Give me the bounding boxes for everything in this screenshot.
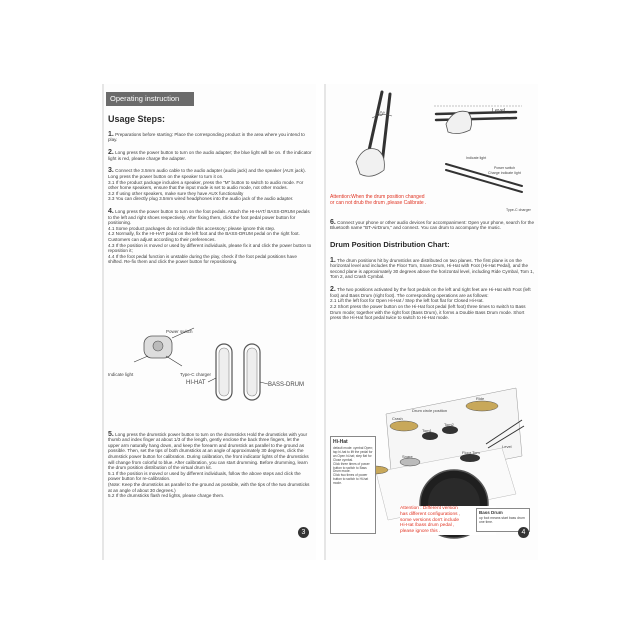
step-6 — [330, 214, 534, 238]
list-item: 1. The drum positions hit by drumsticks are distributed on two planes. The first plane is on the horizontal level and includes the Floor Tom, Snare Drum, Hi-Hat with Foot (Hi-Hat Pedal), and the second plane is approximately 30 degrees above the horizontal level, including Ride Cymbal, Tom 1, Tom 2, and Crash Cymbal. — [330, 256, 534, 280]
floor-tom-label: Floor Tom — [462, 450, 480, 455]
step-item: 2. Long press the power button to turn on the audio adapter; the blue light will be on. If the indicator light is red, please charge the adapter. — [108, 148, 312, 161]
tom1-label: Tom1 — [422, 428, 432, 433]
crash-label: Crash — [392, 416, 403, 421]
typec-label: Type-C charger — [506, 208, 531, 212]
tom2-label: Tom2 — [444, 422, 454, 427]
level-label: Level — [492, 108, 506, 114]
attention-versions: Attention : Different version has different configurations , some versions don't include Hi-Hat /bass drum pedal , please ignore this . — [400, 506, 496, 535]
pedal-adapter-figure — [104, 322, 316, 417]
step-item: 5. Long press the drumstick power button to turn on the drumsticks Hold the drumsticks with your thumb and index finger at about 1/3 of the length, gently enclose the back three fingers, let the upper arm naturally hang down, and keep the forearm and drumstick as parallel to the ground as possible. Then, set the tips of both drumsticks at an angle of approximately 30 degrees, click the drumstick power button for calibration. During calibration, the front indicator lights of the drumsticks will change from colorful to blue. After calibration, you can start drumming. Before drumming, learn the drum position distribution of the virtual drum kit. 5.1 If the position is moved or used by different individuals, follow the above steps and click the power button for re-calibration. (Note: Keep the drumsticks as parallel to the ground as possible, with the tips of the two drumsticks at an angle of about 30 degrees.) 5.2 If the drumsticks flash red lights, please charge them. — [108, 430, 310, 499]
bass-box-text: up foot means start bass drum one time. — [479, 516, 525, 524]
power-switch-label: Power switch — [494, 166, 516, 170]
indicate-light-label: Indicate light — [466, 156, 487, 160]
bassdrum-pedal-label: BASS-DRUM — [268, 382, 305, 388]
section-header: Operating instruction — [106, 92, 194, 106]
step-item: 6. Connect your phone or other audio devices for accompaniment: Open your phone, search for the Bluetooth name "BT-AirDrum," and connect. You can drum to accompany the music. — [330, 218, 535, 231]
hihat-pedal-label: HI-HAT — [186, 380, 206, 386]
left-page — [104, 84, 316, 560]
hihat-box-title: Hi-Hat — [333, 439, 348, 445]
hihat-box-text: default mode: cymbal Open; tap hi-hat to lift the pedal for an Open hi-hat; step flat for Close cymbal. Click three times of power button to switch to Bass Drum mode. Click two times of power button to switch to Hi-hat mode. — [333, 446, 373, 486]
diagram-level-label: Level — [502, 444, 512, 449]
drumstick-grip-figure — [326, 84, 538, 204]
right-page — [326, 84, 538, 560]
step-item: 3. Connect the 3.5mm audio cable to the audio adapter (audio jack) and the speaker (AUX jack). Long press the power button on the speaker to turn it on. 3.1 If the product package includes a speaker, press the "M" button to switch to audio mode. For other home speakers, ensure that the input mode is set to audio mode, not other modes. 3.2 If using other speakers, make sure they have AUX functionality 3.3 You can directly plug 3.5mm wired headphones into the audio jack of the audio adapter. — [108, 167, 306, 202]
bass-box-title: Bass Drum — [479, 510, 503, 515]
charge-light-label: Charge indicate light — [488, 171, 521, 175]
indicate-light-label: Indicate light — [108, 372, 134, 377]
hihat-info-box — [330, 436, 376, 534]
page-number: 4 — [518, 527, 529, 538]
step-5 — [108, 426, 312, 506]
attention-calibrate: Attention:When the drum position changed or can not drub the drum ,please Calibrate . — [330, 194, 427, 206]
step-item: 1. Preparations before starting: Place the corresponding product in the area where you intend to play. — [108, 130, 305, 143]
list-item: 2. The two positions activated by the foot pedals on the left and right feet are Hi-Hat with Foot (left foot) and Bass Drum (right foot). The corresponding operations are as follows: 2.1 Lift the left foot for Open Hi-Hat / Step the left foot flat for Closed Hi-Hat. 2.2 Short press the power button on the Hi-Hat foot pedal (left foot) three times to switch to Bass Drum mode; together with the right foot (Bass Drum), it forms a Double Bass Drum mode. Short press the Hi-Hat foot pedal twice to switch to Hi-Hat mode. — [330, 286, 531, 321]
ride-label: Ride — [476, 396, 485, 401]
step-item: 4. Long press the power button to turn on the foot pedals. Attach the HI-HAT/ BASS-DRUM pedals to the left and right shoes respectively. After fixing them, click the foot pedal power button for positioning. 4.1 Some product packages do not include this accessory; please ignore this step. 4.2 Normally, fix the HI-HAT pedal on the left foot and the BASS-DRUM pedal on the right foot. Customers can adjust according to their preferences. 4.3 If the position is moved or used by different individuals, please fix it and click the power button to reposition it; 4.4 If the foot pedal function is unstable during the play, check if the foot pedal positions have shifted. Re-fix them and click the power button for repositioning. — [108, 208, 312, 265]
drum-circle-label: Drum circle position — [412, 408, 448, 413]
angle-label: 30° — [376, 112, 386, 118]
typec-charger-label: Type-C charger — [180, 372, 212, 377]
snare-label: Snare — [402, 454, 413, 459]
page-number: 3 — [298, 527, 309, 538]
power-switch-label: Power switch — [166, 329, 193, 334]
drum-chart-title: Drum Position Distribution Chart: — [330, 240, 450, 249]
steps-1-4 — [108, 126, 312, 272]
drum-chart-items — [330, 252, 534, 328]
usage-steps-title: Usage Steps: — [108, 114, 166, 124]
